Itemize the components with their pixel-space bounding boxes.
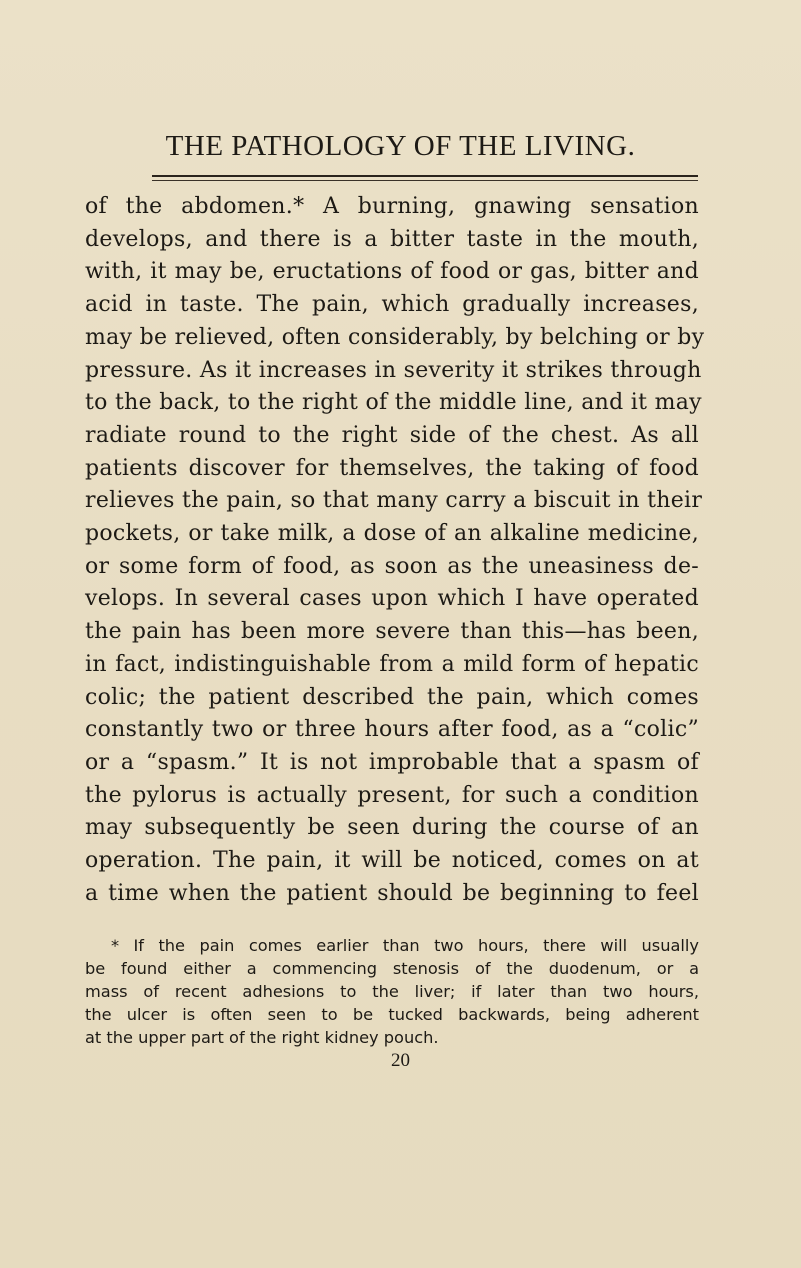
- footnote-line: at the upper part of the right kidney pouch.: [85, 1028, 439, 1047]
- body-line: colic; the patient described the pain, which comes: [85, 684, 699, 710]
- body-line: operation. The pain, it will be noticed, comes on at: [85, 848, 699, 874]
- body-line: develops, and there is a bitter taste in the mouth,: [85, 226, 699, 252]
- body-line: patients discover for themselves, the taking of food: [85, 455, 699, 481]
- body-line: in fact, indistinguishable from a mild form of hepatic: [85, 651, 699, 677]
- body-line: or some form of food, as soon as the uneasiness de-: [85, 553, 699, 579]
- body-line: to the back, to the right of the middle line, and it may: [85, 390, 702, 416]
- body-line: a time when the patient should be beginning to feel: [85, 880, 699, 906]
- footnote-line: mass of recent adhesions to the liver; if later than two hours,: [85, 982, 699, 1001]
- body-line: of the abdomen.* A burning, gnawing sensation: [85, 194, 699, 219]
- body-line: the pylorus is actually present, for such a condition: [85, 782, 699, 808]
- footnote-line: * If the pain comes earlier than two hours, there will usually: [111, 936, 699, 955]
- body-line: radiate round to the right side of the chest. As all: [85, 422, 699, 448]
- body-line: the pain has been more severe than this—has been,: [85, 619, 699, 645]
- body-line: constantly two or three hours after food, as a “colic”: [85, 717, 699, 743]
- body-line: acid in taste. The pain, which gradually increases,: [85, 292, 699, 318]
- footnote: [85, 934, 699, 1049]
- body-line: may be relieved, often considerably, by belching or by: [85, 324, 705, 350]
- body-line: relieves the pain, so that many carry a biscuit in their: [85, 488, 703, 514]
- header-rule-thin: [152, 180, 698, 181]
- body-line: pockets, or take milk, a dose of an alkaline medicine,: [85, 521, 699, 547]
- running-head: THE PATHOLOGY OF THE LIVING.: [165, 130, 636, 162]
- page-number: 20: [391, 1050, 410, 1071]
- body-line: pressure. As it increases in severity it strikes through: [85, 357, 702, 383]
- body-text: [85, 191, 705, 910]
- header-rule-thick: [152, 175, 698, 177]
- body-line: with, it may be, eructations of food or gas, bitter and: [85, 259, 699, 285]
- footnote-line: be found either a commencing stenosis of the duodenum, or a: [85, 959, 699, 978]
- body-line: may subsequently be seen during the course of an: [85, 815, 699, 841]
- body-line: velops. In several cases upon which I have operated: [85, 586, 699, 612]
- footnote-line: the ulcer is often seen to be tucked backwards, being adherent: [85, 1005, 699, 1024]
- body-line: or a “spasm.” It is not improbable that a spasm of: [85, 749, 699, 775]
